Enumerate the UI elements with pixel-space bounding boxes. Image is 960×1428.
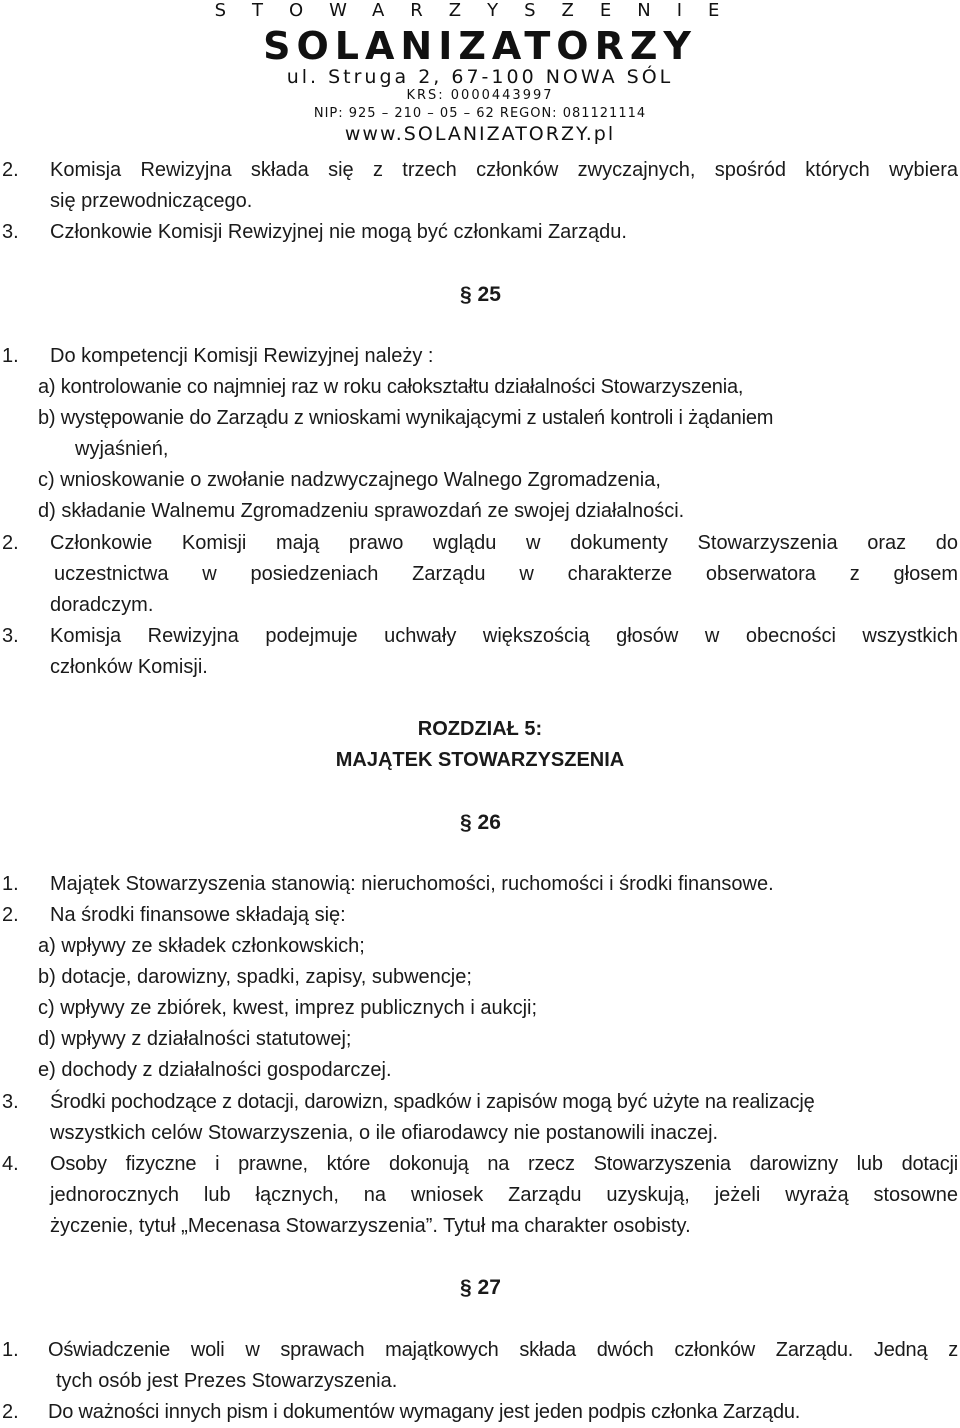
- letterhead-logo-name: SOLANIZATORZY: [263, 24, 697, 68]
- letterhead-nip-regon: NIP: 925 – 210 – 05 – 62 REGON: 081121114: [313, 106, 647, 121]
- letterhead: [0, 0, 960, 150]
- list-item: a) kontrolowanie co najmniej raz w roku całokształtu działalności Stowarzyszenia,: [38, 376, 744, 398]
- list-number: 3.: [2, 625, 19, 647]
- paragraph-line: się przewodniczącego.: [50, 190, 253, 212]
- paragraph-line: doradczym.: [50, 594, 154, 616]
- list-number: 3.: [2, 1091, 19, 1113]
- list-item: a) wpływy ze składek członkowskich;: [38, 935, 365, 957]
- list-item: d) składanie Walnemu Zgromadzeniu sprawozdań ze swojej działalności.: [38, 500, 685, 522]
- paragraph-line: Członkowie Komisji Rewizyjnej nie mogą być członkami Zarządu.: [50, 221, 627, 243]
- paragraph-line: uczestnictwa w posiedzeniach Zarządu w charakterze obserwatora z głosem: [54, 563, 958, 585]
- section-mark-27: § 27: [460, 1276, 501, 1299]
- paragraph-line: Komisja Rewizyjna podejmuje uchwały większością głosów w obecności wszystkich: [50, 625, 958, 647]
- list-item: c) wnioskowanie o zwołanie nadzwyczajnego Walnego Zgromadzenia,: [38, 469, 661, 491]
- letterhead-association-label: STOWARZYSZENIE: [214, 0, 746, 21]
- list-item: b) występowanie do Zarządu z wnioskami wynikającymi z ustaleń kontroli i żądaniem: [38, 407, 774, 429]
- paragraph-line: wszystkich celów Stowarzyszenia, o ile ofiarodawcy nie postanowili inaczej.: [50, 1122, 719, 1144]
- paragraph-line: Na środki finansowe składają się:: [50, 904, 346, 926]
- paragraph-line: tych osób jest Prezes Stowarzyszenia.: [56, 1370, 398, 1392]
- list-number: 2.: [2, 159, 19, 181]
- section-mark-26: § 26: [460, 811, 501, 834]
- paragraph-line: życzenie, tytuł „Mecenasa Stowarzyszenia”. Tytuł ma charakter osobisty.: [50, 1215, 691, 1237]
- list-number: 2.: [2, 1401, 19, 1423]
- list-number: 4.: [2, 1153, 19, 1175]
- paragraph-line: członków Komisji.: [50, 656, 208, 678]
- letterhead-website: www.SOLANIZATORZY.pl: [344, 123, 616, 145]
- list-number: 2.: [2, 904, 19, 926]
- letterhead-address: ul. Struga 2, 67-100 NOWA SÓL: [286, 66, 674, 88]
- list-number: 1.: [2, 345, 19, 367]
- letterhead-krs: KRS: 0000443997: [406, 88, 554, 103]
- paragraph-line: Do kompetencji Komisji Rewizyjnej należy :: [50, 345, 434, 367]
- list-item: c) wpływy ze zbiórek, kwest, imprez publicznych i aukcji;: [38, 997, 538, 1019]
- list-number: 1.: [2, 1339, 19, 1361]
- list-item-continuation: wyjaśnień,: [75, 438, 169, 460]
- list-item: d) wpływy z działalności statutowej;: [38, 1028, 352, 1050]
- section-mark-25: § 25: [460, 283, 501, 306]
- paragraph-line: Członkowie Komisji mają prawo wglądu w dokumenty Stowarzyszenia oraz do: [50, 532, 958, 554]
- paragraph-line: jednorocznych lub łącznych, na wniosek Zarządu uzyskują, jeżeli wyrażą stosowne: [50, 1184, 958, 1206]
- list-number: 1.: [2, 873, 19, 895]
- paragraph-line: Komisja Rewizyjna składa się z trzech członków zwyczajnych, spośród których wybiera: [50, 159, 958, 181]
- paragraph-line: Środki pochodzące z dotacji, darowizn, spadków i zapisów mogą być użyte na realizację: [50, 1091, 815, 1113]
- list-item: b) dotacje, darowizny, spadki, zapisy, subwencje;: [38, 966, 472, 988]
- paragraph-line: Majątek Stowarzyszenia stanowią: nieruchomości, ruchomości i środki finansowe.: [50, 873, 774, 895]
- list-number: 2.: [2, 532, 19, 554]
- paragraph-line: Oświadczenie woli w sprawach majątkowych składa dwóch członków Zarządu. Jedną z: [48, 1339, 958, 1361]
- list-item: e) dochody z działalności gospodarczej.: [38, 1059, 392, 1081]
- chapter-title: MAJĄTEK STOWARZYSZENIA: [335, 749, 625, 771]
- paragraph-line: Do ważności innych pism i dokumentów wymagany jest jeden podpis członka Zarządu.: [48, 1401, 801, 1423]
- paragraph-line: Osoby fizyczne i prawne, które dokonują na rzecz Stowarzyszenia darowizny lub dotacji: [50, 1153, 958, 1175]
- list-number: 3.: [2, 221, 19, 243]
- chapter-heading: ROZDZIAŁ 5:: [417, 718, 543, 740]
